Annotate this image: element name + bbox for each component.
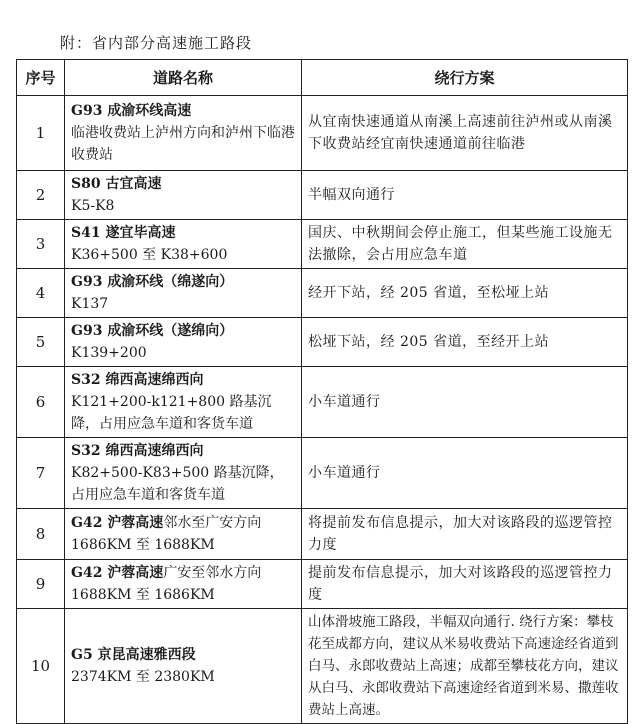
road-direction: 广安至邻水方向 bbox=[163, 565, 262, 581]
road-cell bbox=[65, 96, 302, 171]
road-detail: 1686KM 至 1688KM bbox=[71, 537, 215, 553]
road-name-main: S32 绵西高速绵西向 bbox=[71, 372, 204, 388]
row-number: 9 bbox=[17, 560, 65, 609]
road-detail: K137 bbox=[71, 296, 109, 312]
row-number: 3 bbox=[17, 220, 65, 269]
road-name bbox=[71, 100, 295, 122]
road-name bbox=[71, 320, 295, 342]
road-name-main: G93 成渝环线（绵遂向） bbox=[71, 274, 234, 290]
road-detail: K121+200-k121+800 路基沉降，占用应急车道和客货车道 bbox=[71, 394, 272, 432]
table-row bbox=[17, 509, 628, 560]
road-name bbox=[71, 222, 295, 244]
road-direction: 邻水至广安方向 bbox=[163, 515, 262, 531]
road-name-main: G93 成渝环线高速 bbox=[71, 103, 192, 119]
table-row bbox=[17, 438, 628, 509]
row-number: 7 bbox=[17, 438, 65, 509]
road-name-main: G93 成渝环线（遂绵向） bbox=[71, 323, 234, 339]
detour-plan: 从宜南快速通道从南溪上高速前往泸州或从南溪下收费站经宜南快速通道前往临港 bbox=[302, 96, 628, 171]
road-name bbox=[71, 271, 295, 293]
road-name bbox=[71, 173, 295, 195]
table-row bbox=[17, 220, 628, 269]
road-detail: 临港收费站上泸州方向和泸州下临港收费站 bbox=[71, 125, 295, 163]
table-row bbox=[17, 269, 628, 318]
road-detail: 2374KM 至 2380KM bbox=[71, 669, 215, 685]
road-name bbox=[71, 369, 295, 391]
row-number: 4 bbox=[17, 269, 65, 318]
table-row bbox=[17, 367, 628, 438]
road-name bbox=[71, 562, 295, 584]
road-cell bbox=[65, 220, 302, 269]
road-detail: 1688KM 至 1686KM bbox=[71, 587, 215, 603]
road-cell bbox=[65, 509, 302, 560]
row-number: 2 bbox=[17, 171, 65, 220]
road-detail: K36+500 至 K38+600 bbox=[71, 247, 228, 263]
road-cell bbox=[65, 171, 302, 220]
road-name-main: S80 古宜高速 bbox=[71, 176, 162, 192]
row-number: 1 bbox=[17, 96, 65, 171]
road-cell bbox=[65, 269, 302, 318]
row-number: 8 bbox=[17, 509, 65, 560]
road-cell bbox=[65, 367, 302, 438]
table-row bbox=[17, 560, 628, 609]
header-plan: 绕行方案 bbox=[302, 60, 628, 96]
detour-plan: 小车道通行 bbox=[302, 438, 628, 509]
road-name-main: G42 沪蓉高速 bbox=[71, 565, 164, 581]
road-name bbox=[71, 440, 295, 462]
road-cell bbox=[65, 438, 302, 509]
road-name-main: G42 沪蓉高速 bbox=[71, 515, 164, 531]
header-road: 道路名称 bbox=[65, 60, 302, 96]
road-name-main: G5 京昆高速雅西段 bbox=[71, 647, 196, 663]
road-name-main: S41 遂宜毕高速 bbox=[71, 225, 176, 241]
road-cell bbox=[65, 609, 302, 724]
detour-plan: 国庆、中秋期间会停止施工，但某些施工设施无法撤除，会占用应急车道 bbox=[302, 220, 628, 269]
table-row bbox=[17, 96, 628, 171]
page-caption: 附：省内部分高速施工路段 bbox=[60, 34, 253, 52]
detour-plan: 松垭下站，经 205 省道，至经开上站 bbox=[302, 318, 628, 367]
road-cell bbox=[65, 318, 302, 367]
detour-plan: 提前发布信息提示，加大对该路段的巡逻管控力度 bbox=[302, 560, 628, 609]
row-number: 5 bbox=[17, 318, 65, 367]
detour-plan: 将提前发布信息提示，加大对该路段的巡逻管控力度 bbox=[302, 509, 628, 560]
detour-plan: 小车道通行 bbox=[302, 367, 628, 438]
row-number: 10 bbox=[17, 609, 65, 724]
detour-plan: 半幅双向通行 bbox=[302, 171, 628, 220]
table-row bbox=[17, 318, 628, 367]
road-detail: K82+500-K83+500 路基沉降，占用应急车道和客货车道 bbox=[71, 465, 284, 503]
road-name bbox=[71, 644, 295, 666]
road-name bbox=[71, 512, 295, 534]
road-name-main: S32 绵西高速绵西向 bbox=[71, 443, 204, 459]
detour-plan: 山体滑坡施工路段，半幅双向通行. 绕行方案：攀枝花至成都方向，建议从米易收费站下高速途经省道到白马、永郎收费站上高速；成都至攀枝花方向，建议从白马、永郎收费站下高速途经省道到米易、撒莲收费站上高速。 bbox=[302, 609, 628, 724]
road-cell bbox=[65, 560, 302, 609]
table-row bbox=[17, 609, 628, 724]
table-header-row bbox=[17, 60, 628, 96]
road-detail: K5-K8 bbox=[71, 198, 115, 214]
detour-plan: 经开下站，经 205 省道，至松垭上站 bbox=[302, 269, 628, 318]
road-detail: K139+200 bbox=[71, 345, 147, 361]
table-row bbox=[17, 171, 628, 220]
row-number: 6 bbox=[17, 367, 65, 438]
road-construction-table bbox=[16, 59, 628, 724]
header-no: 序号 bbox=[17, 60, 65, 96]
